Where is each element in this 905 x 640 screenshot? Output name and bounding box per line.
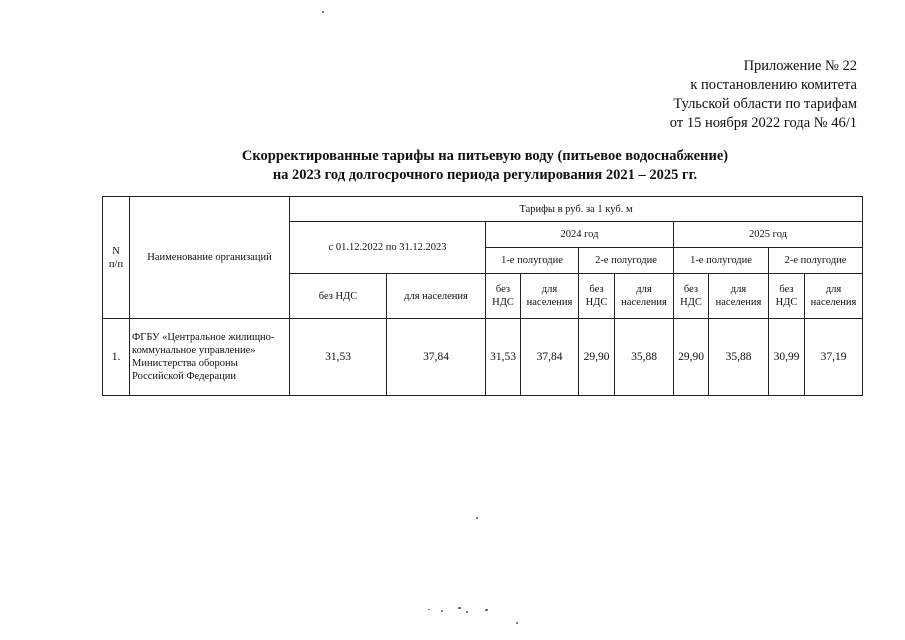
no-vat-line1: без	[589, 284, 604, 295]
pop-line1: для	[730, 284, 747, 295]
tariff-2022-population: 37,84	[387, 319, 486, 396]
tariff-2025h2-population: 37,19	[805, 319, 863, 396]
tariff-2022-no-vat: 31,53	[290, 319, 387, 396]
title-line-1: Скорректированные тарифы на питьевую воду (питьевое водоснабжение)	[241, 148, 729, 164]
col-num-sublabel: п/п	[108, 258, 124, 270]
no-vat-line2: НДС	[585, 297, 608, 308]
no-vat-2024h1-header	[486, 274, 521, 319]
scan-speck	[466, 611, 468, 613]
period-2022-header: с 01.12.2022 по 31.12.2023	[290, 222, 486, 274]
appendix-header	[670, 57, 857, 133]
scan-speck	[476, 517, 478, 519]
col-num-label: N	[112, 245, 120, 257]
pop-2024h2-header	[615, 274, 674, 319]
col-num-header	[103, 197, 130, 319]
tariff-2025h1-no-vat: 29,90	[674, 319, 709, 396]
row-number: 1.	[103, 319, 130, 396]
scan-speck	[428, 609, 430, 610]
title-line-2: на 2023 год долгосрочного периода регулирования 2021 – 2025 гг.	[272, 167, 698, 183]
scan-speck	[458, 607, 461, 609]
h2-2025-header: 2-е полугодие	[769, 248, 863, 274]
no-vat-line2: НДС	[492, 297, 514, 308]
tariff-2024h2-population: 35,88	[615, 319, 674, 396]
pop-line1: для	[636, 284, 652, 295]
pop-line2: населения	[621, 297, 667, 308]
tariffs-table	[102, 196, 863, 396]
tariff-2025h2-no-vat: 30,99	[769, 319, 805, 396]
appendix-committee: Тульской области по тарифам	[673, 96, 857, 112]
pop-line2: населения	[810, 297, 857, 308]
no-vat-line2: НДС	[775, 297, 798, 308]
header-row-1	[103, 197, 863, 222]
h1-2024-header: 1-е полугодие	[486, 248, 579, 274]
no-vat-line2: НДС	[680, 297, 702, 308]
no-vat-2025h1-header	[674, 274, 709, 319]
no-vat-2025h2-header	[769, 274, 805, 319]
table-row	[103, 319, 863, 396]
scan-speck	[485, 609, 488, 611]
year-2024-header: 2024 год	[486, 222, 674, 248]
no-vat-line1: без	[683, 284, 699, 295]
pop-line2: населения	[526, 297, 573, 308]
tariffs-header: Тарифы в руб. за 1 куб. м	[290, 197, 863, 222]
appendix-resolution: к постановлению комитета	[690, 77, 857, 93]
h1-2025-header: 1-е полугодие	[674, 248, 769, 274]
pop-2022-header: для населения	[387, 274, 486, 319]
tariff-2025h1-population: 35,88	[709, 319, 769, 396]
appendix-number: Приложение № 22	[743, 58, 857, 74]
appendix-date: от 15 ноября 2022 года № 46/1	[669, 115, 857, 131]
pop-line1: для	[825, 284, 842, 295]
pop-2025h2-header	[805, 274, 863, 319]
h2-2024-header: 2-е полугодие	[579, 248, 674, 274]
col-org-header: Наименование организаций	[130, 197, 290, 319]
pop-line1: для	[541, 284, 558, 295]
tariff-2024h1-population: 37,84	[521, 319, 579, 396]
tariff-2024h2-no-vat: 29,90	[579, 319, 615, 396]
no-vat-2024h2-header	[579, 274, 615, 319]
pop-2024h1-header	[521, 274, 579, 319]
scan-speck	[441, 610, 443, 612]
no-vat-line1: без	[779, 284, 794, 295]
tariff-2024h1-no-vat: 31,53	[486, 319, 521, 396]
organization-name: ФГБУ «Центральное жилищно-коммунальное управление» Министерства обороны Российской Федерации	[130, 319, 290, 396]
no-vat-line1: без	[495, 284, 511, 295]
no-vat-2022-header: без НДС	[290, 274, 387, 319]
year-2025-header: 2025 год	[674, 222, 863, 248]
pop-line2: населения	[715, 297, 762, 308]
scan-speck	[322, 11, 324, 13]
scan-speck	[516, 622, 518, 624]
pop-2025h1-header	[709, 274, 769, 319]
document-title	[0, 147, 905, 185]
